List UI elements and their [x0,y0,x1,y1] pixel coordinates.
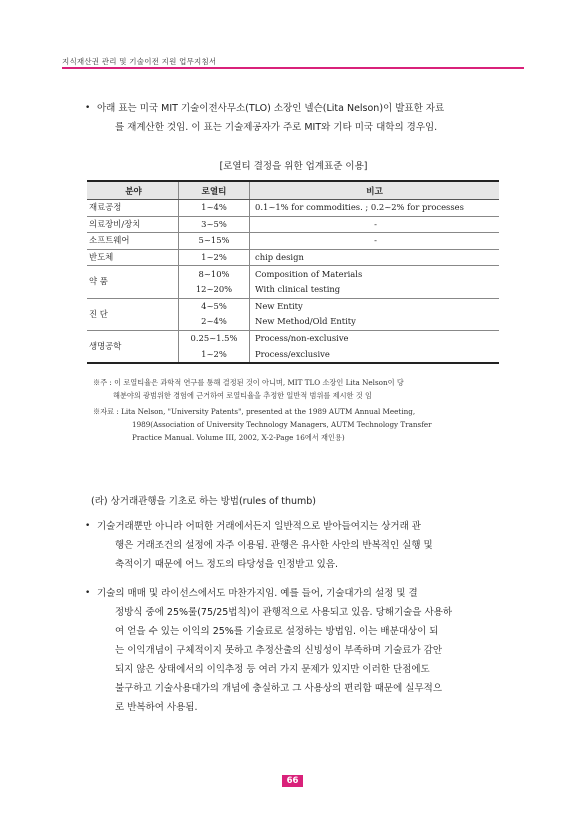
source-label: ※자료 : [93,407,122,416]
bullet-line: 여 얻을 수 있는 이익의 25%를 기술료로 설정하는 방법임. 이는 배분대상이 되 [115,626,439,637]
table-row [87,266,499,282]
header-divider [62,67,524,69]
royalty-cell: 1~4% [179,200,250,217]
field-cell: 생명공학 [87,330,179,363]
table-row [87,200,499,217]
table-source [93,405,432,444]
field-cell: 진 단 [87,298,179,330]
note-cell: Process/non-exclusive [255,333,349,344]
source-text: 1989(Association of University Technology Managers, AUTM Technology Transfer [132,420,432,429]
note-label: ※주 : [93,378,115,387]
royalty-cell: 4~5% [179,298,250,314]
source-text: Practice Manual. Volume III, 2002, X-2-Page 16에서 재인용) [132,433,345,442]
royalty-cell: 1~2% [179,249,250,266]
bullet-icon: • [85,521,91,531]
table-row [87,249,499,266]
field-cell: 약 품 [87,266,179,298]
column-header-field: 분야 [87,181,179,200]
field-cell: 의료장비/장치 [87,216,179,233]
section-bullet [85,584,527,717]
source-text: Lita Nelson, "University Patents", presented at the 1989 AUTM Annual Meeting, [121,407,416,416]
bullet-line: 로 반복하여 사용됨. [115,702,198,713]
bullet-line: 기술의 매매 및 라이선스에서도 마찬가지임. 예를 들어, 기술대가의 설정 및 결 [97,588,418,599]
note-text: 해분야의 광범위한 경험에 근거하여 로열티율을 추정한 일반적 범위를 제시한 것 임 [113,391,372,400]
bullet-line: 는 이익개념이 구체적이지 못하고 추정산출의 신빙성이 부족하며 기술료가 감안 [115,645,443,656]
page-number: 66 [286,776,299,786]
intro-bullet-line: 를 재계산한 것임. 이 표는 기술제공자가 주로 MIT와 기타 미국 대학의 경우임. [115,122,438,133]
field-cell: 소프트웨어 [87,233,179,250]
royalty-table [87,180,499,364]
field-cell: 반도체 [87,249,179,266]
bullet-line: 정방식 중에 25%룰(75/25법칙)이 관행적으로 사용되고 있음. 당해기술을 사용하 [115,607,453,618]
table-row [87,298,499,314]
note-cell: Process/exclusive [250,346,500,363]
section-bullet [85,517,527,574]
note-cell: With clinical testing [250,282,500,298]
column-header-royalty: 로열티 [179,181,250,200]
bullet-line: 기술거래뿐만 아니라 어떠한 거래에서든지 일반적으로 받아들여지는 상거래 관 [97,521,421,532]
bullet-icon: • [85,588,91,598]
table-row [87,330,499,346]
royalty-cell: 12~20% [179,282,250,298]
intro-bullet-line: 아래 표는 미국 MIT 기술이전사무소(TLO) 소장인 넬슨(Lita Nelson)이 발표한 자료 [97,103,445,114]
note-cell: - [250,233,500,250]
note-cell: Composition of Materials [255,268,363,279]
note-cell: 0.1~1% for commodities. ; 0.2~2% for processes [250,200,500,217]
column-header-note: 비고 [250,181,500,200]
table-row [87,216,499,233]
royalty-cell: 8~10% [179,266,250,282]
royalty-cell: 3~5% [179,216,250,233]
note-cell: chip design [250,249,500,266]
table-row [87,233,499,250]
table-header-row [87,181,499,200]
intro-bullet [85,99,445,137]
bullet-line: 행은 거래조건의 설정에 자주 이용됨. 관행은 유사한 사안의 반복적인 실행 및 [115,540,433,551]
note-cell: New Entity [255,300,303,311]
bullet-line: 축적이기 때문에 어느 정도의 타당성을 인정받고 있음. [115,559,339,570]
royalty-cell: 1~2% [179,346,250,363]
document-header-title: 지식재산권 관리 및 기술이전 지원 업무지침서 [62,57,217,66]
bullet-line: 불구하고 기술사용대가의 개념에 충실하고 그 사용상의 편리함 때문에 실무적으 [115,683,443,694]
section-heading: (라) 상거래관행을 기초로 하는 방법(rules of thumb) [91,496,316,507]
bullet-icon: • [85,103,91,113]
royalty-cell: 5~15% [179,233,250,250]
note-cell: New Method/Old Entity [250,314,500,330]
note-text: 이 로열티율은 과학적 연구를 통해 결정된 것이 아니며, MIT TLO 소장인 Lita Nelson이 당 [114,378,404,387]
table-note [93,376,404,402]
bullet-line: 되지 않은 상태에서의 이익추정 등 여러 가지 문제가 있지만 이러한 단점에도 [115,664,430,675]
royalty-cell: 0.25~1.5% [179,330,250,346]
note-cell: - [250,216,500,233]
royalty-cell: 2~4% [179,314,250,330]
field-cell: 재료공정 [87,200,179,217]
table-caption: [로열티 결정을 위한 업계표준 이용] [219,161,368,172]
